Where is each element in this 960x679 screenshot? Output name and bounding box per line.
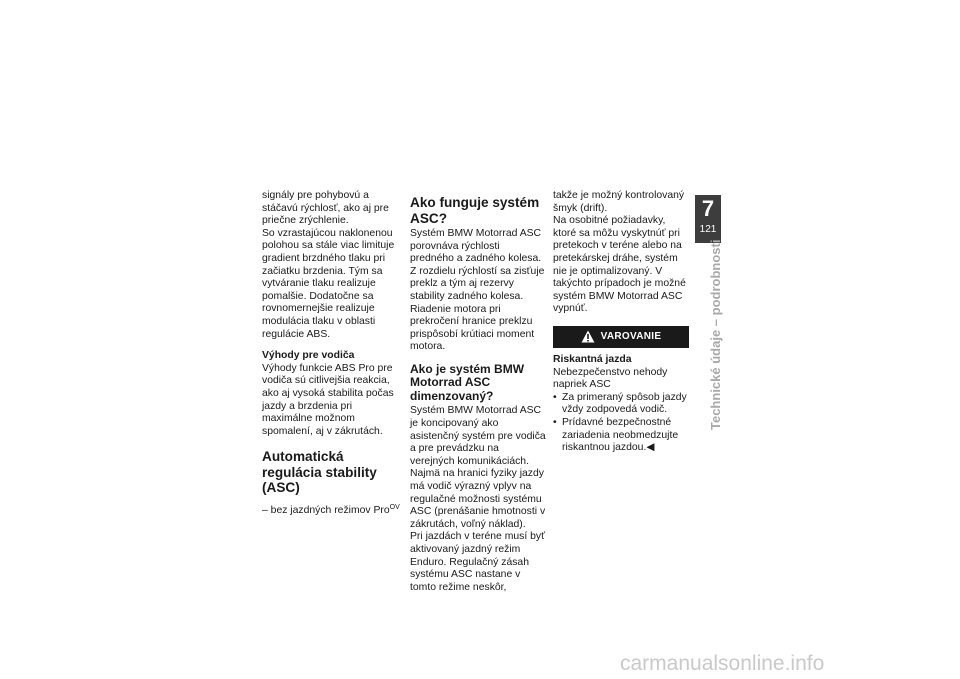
section-heading-rider-benefits: Výhody pre vodiča	[262, 350, 355, 362]
page-number: 121	[699, 224, 717, 235]
section-heading-asc-design: Ako je systém BMW Motorrad ASC dimenzovaný?	[410, 361, 525, 403]
list-item: • Za primeraný spôsob jazdy vždy zodpovedá vodič.	[553, 391, 687, 416]
optional-equipment-note: – bez jazdných režimov Pro$^{OV}$	[262, 503, 400, 516]
list-item: • Prídavné bezpečnostné zariadenia neobmedzujte riskantnou jazdou.◀	[553, 416, 679, 454]
chapter-number: 7	[701, 196, 715, 221]
paragraph: Systém BMW Motorrad ASC porovnáva rýchlosti predného a zadného kolesa. Z rozdielu rýchlostí sa zisťuje preklz a tým aj rezervy stability zadného kolesa. Riadenie motora pri prekročení hranice preklzu prispôsobí krútiaci moment motora.	[410, 228, 545, 353]
warning-text: Nebezpečenstvo nehody napriek ASC	[553, 366, 668, 391]
bullet-icon: •	[553, 416, 557, 428]
paragraph: Najmä na hranici fyziky jazdy má vodič výrazný vplyv na regulačné možnosti systému ASC (prenášanie hmotnosti v zákrutách, voľný náklad).	[410, 468, 546, 530]
end-marker-icon: ◀	[646, 442, 655, 454]
dash-marker: –	[262, 504, 268, 516]
paragraph: signály pre pohybovú a stáčavú rýchlosť, ako aj pre priečne zrýchlenie.	[262, 190, 389, 227]
paragraph: Systém BMW Motorrad ASC je koncipovaný ako asistenčný systém pre vodiča a pre prevádzku na verejných komunikáciách.	[410, 405, 546, 467]
paragraph: takže je možný kontrolovaný šmyk (drift).	[553, 190, 685, 214]
text-column-left	[262, 190, 400, 517]
text-column-right	[553, 190, 689, 455]
paragraph: Výhody funkcie ABS Pro pre vodiča sú citlivejšia reakcia, ako aj vysoká stabilita počas jazdy a brzdenia pri maximálne možnom spomalení, aj v zákrutách.	[262, 362, 394, 437]
paragraph: So vzrastajúcou naklonenou polohou sa stále viac limituje gradient brzdného tlaku pri začiatku brzdenia. Tým sa vytváranie tlaku realizuje pomalšie. Dodatočne sa rovnomernejšie realizuje modulácia tlaku v oblasti regulácie ABS.	[262, 227, 395, 340]
warning-label: VAROVANIE	[600, 330, 662, 342]
watermark: carmanualsonline.info	[620, 652, 825, 675]
paragraph: Pri jazdách v teréne musí byť aktivovaný jazdný režim Enduro. Regulačný zásah systému ASC nastane v tomto režime neskôr,	[410, 531, 545, 593]
chapter-title-vertical: Technické údaje – podrobnosti	[708, 239, 723, 430]
text-column-middle	[410, 195, 546, 594]
equipment-code: OV	[389, 503, 400, 511]
paragraph: Na osobitné požiadavky, ktoré sa môžu vyskytnúť pri pretekoch v teréne alebo na pretekárskej dráhe, systém nie je optimalizovaný. V takýchto prípadoch je možné systém BMW Motorrad ASC vypnúť.	[553, 215, 686, 315]
bullet-icon: •	[553, 391, 557, 403]
warning-title: Riskantná jazda	[553, 353, 632, 365]
warning-banner	[553, 326, 689, 348]
section-heading-asc: Automatická regulácia stability (ASC)	[262, 449, 377, 496]
section-heading-how-asc-works: Ako funguje systém ASC?	[410, 195, 540, 226]
chapter-badge	[695, 195, 721, 243]
warning-triangle-icon	[581, 330, 595, 343]
